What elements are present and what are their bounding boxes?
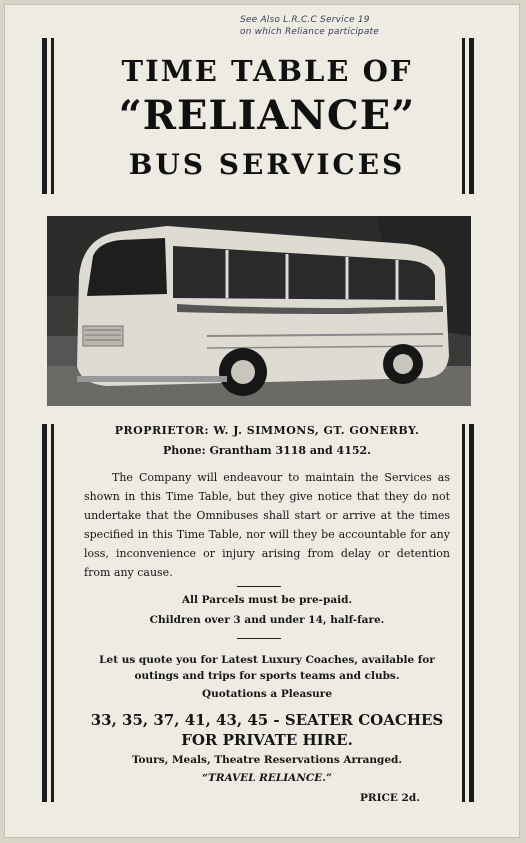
right-bar-inner-bottom: [462, 424, 465, 802]
coach-illustration: [47, 216, 471, 406]
quotations-pleasure-line: Quotations a Pleasure: [201, 688, 333, 700]
timetable-page: [4, 4, 520, 838]
children-fare-line: Children over 3 and under 14, half-fare.: [149, 614, 385, 626]
notice-paragraph: The Company will endeavour to maintain the Services as shown in this Time Table, but they give notice that they do not undertake that the Omnibuses shall start or arrive at the times specified in this Time Table, nor will they be accountable for any loss, inconvenience or injury arising from delay or detention from any cause.: [84, 471, 450, 579]
slogan-line: “TRAVEL RELIANCE.”: [202, 772, 332, 784]
handwritten-note-line2: on which Reliance participate: [240, 27, 380, 37]
left-bar-inner-top: [51, 38, 54, 194]
tours-line: Tours, Meals, Theatre Reservations Arranged.: [131, 754, 403, 766]
handwritten-note: [240, 14, 430, 38]
right-bar-outer-bottom: [469, 424, 474, 802]
left-bar-outer-top: [42, 38, 47, 194]
parcels-line: All Parcels must be pre-paid.: [181, 594, 353, 606]
divider-rule-2: [237, 638, 281, 639]
handwritten-note-line1: See Also L.R.C.C Service 19: [240, 15, 370, 25]
left-bar-inner-bottom: [51, 424, 54, 802]
title-line2: “RELIANCE”: [118, 92, 416, 139]
title-line3: BUS SERVICES: [128, 148, 406, 181]
coach-photo: [47, 216, 471, 406]
divider-rule-1: [237, 586, 281, 587]
left-bar-outer-bottom: [42, 424, 47, 802]
proprietor-line: PROPRIETOR: W. J. SIMMONS, GT. GONERBY.: [114, 424, 420, 437]
private-hire-line: FOR PRIVATE HIRE.: [181, 731, 353, 749]
quote-line: Let us quote you for Latest Luxury Coaches, available for outings and trips for sports teams and clubs.: [99, 654, 435, 682]
seater-coaches-line: 33, 35, 37, 41, 43, 45 - SEATER COACHES: [90, 711, 444, 729]
price-label: PRICE 2d.: [360, 792, 420, 804]
phone-line: Phone: Grantham 3118 and 4152.: [162, 444, 372, 457]
title-line1: TIME TABLE OF: [121, 54, 413, 88]
private-hire-heading: [84, 710, 450, 750]
